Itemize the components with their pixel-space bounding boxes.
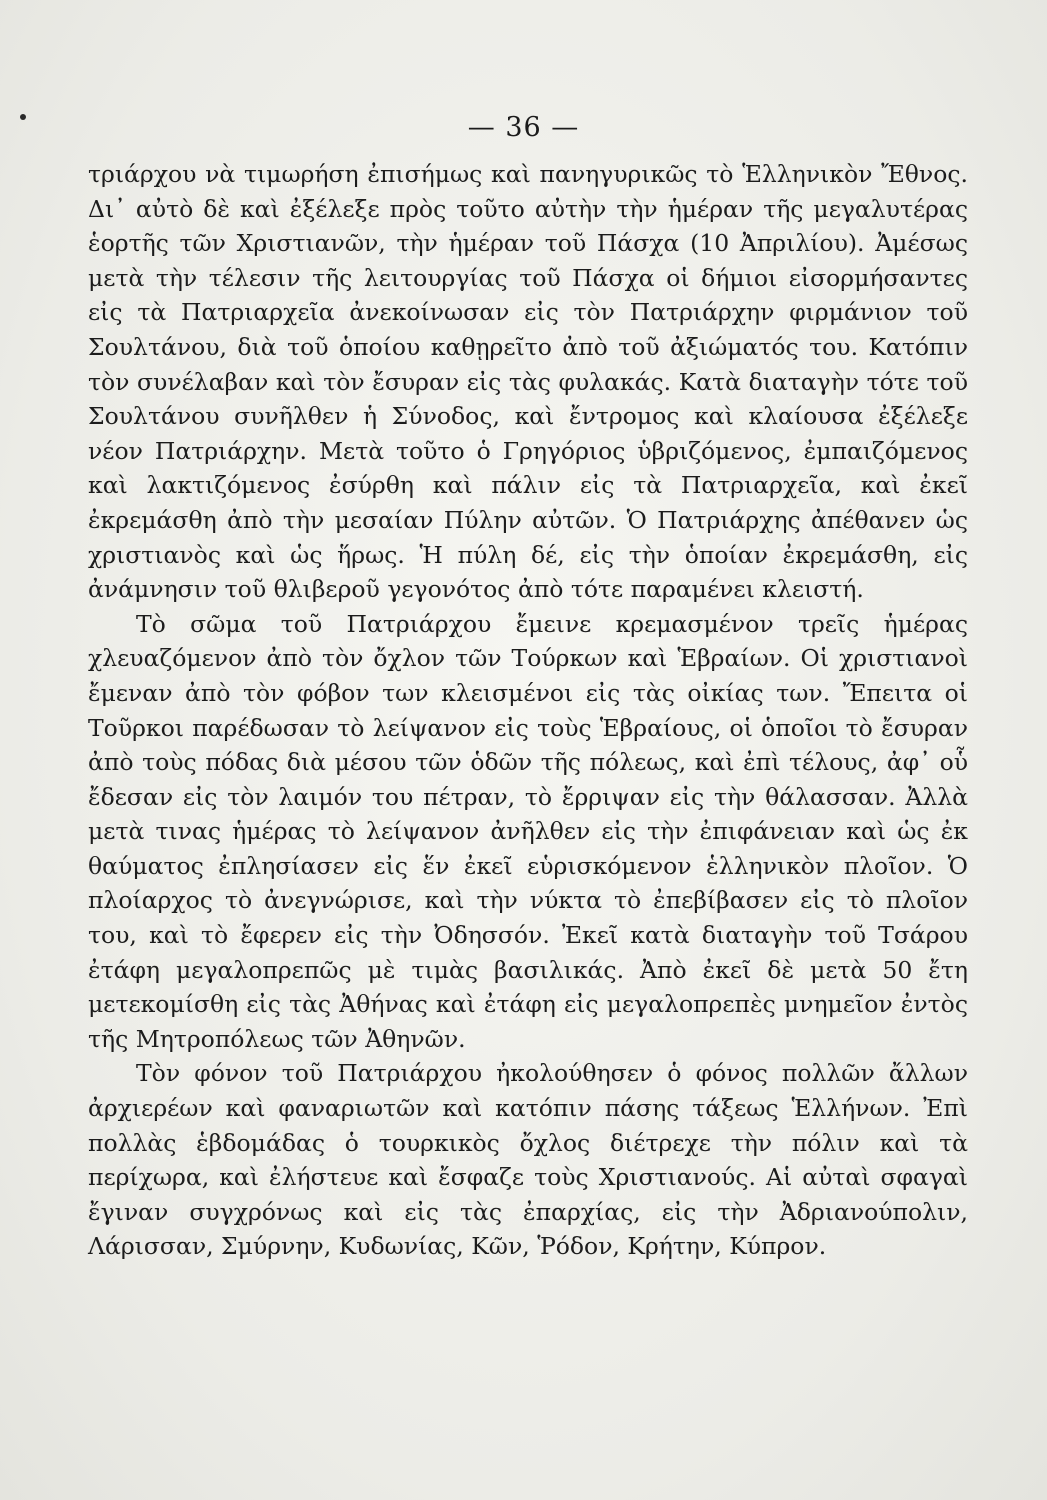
paragraph-3: Τὸν φόνον τοῦ Πατριάρχου ἠκολούθησεν ὁ φόνος πολλῶν ἄλλων ἀρχιερέων καὶ φαναριωτῶν καὶ κατόπιν πάσης τάξεως Ἑλλήνων. Ἐπὶ πολλὰς ἑβδομάδας ὁ τουρκικὸς ὄχλος διέτρεχε τὴν πόλιν καὶ τὰ περίχωρα, καὶ ἐλήστευε καὶ ἔσφαζε τοὺς Χριστιανούς. Αἱ αὐταὶ σφαγαὶ ἔγιναν συγχρόνως καὶ εἰς τὰς ἐπαρχίας, εἰς τὴν Ἀδριανούπολιν, Λάρισσαν, Σμύρνην, Κυδωνίας, Κῶν, Ῥόδον, Κρήτην, Κύπρον. [88, 1059, 968, 1261]
page-number: — 36 — [467, 112, 580, 143]
paragraph-1: τριάρχου νὰ τιμωρήση ἐπισήμως καὶ πανηγυρικῶς τὸ Ἑλληνικὸν Ἔθνος. Δι᾿ αὐτὸ δὲ καὶ ἐξέλεξε πρὸς τοῦτο αὐτὴν τὴν ἡμέραν τῆς μεγαλυτέρας ἑορτῆς τῶν Χριστιανῶν, τὴν ἡμέραν τοῦ Πάσχα (10 Ἀπριλίου). Ἀμέσως μετὰ τὴν τέλεσιν τῆς λειτουργίας τοῦ Πάσχα οἱ δήμιοι εἰσορμήσαντες εἰς τὰ Πατριαρχεῖα ἀνεκοίνωσαν εἰς τὸν Πατριάρχην φιρμάνιον τοῦ Σουλτάνου, διὰ τοῦ ὁποίου καθῃρεῖτο ἀπὸ τοῦ ἀξιώματός του. Κατόπιν τὸν συνέλαβαν καὶ τὸν ἔσυραν εἰς τὰς φυλακάς. Κατὰ διαταγὴν τότε τοῦ Σουλτάνου συνῆλθεν ἡ Σύνοδος, καὶ ἔντρομος καὶ κλαίουσα ἐξέλεξε νέον Πατριάρχην. Μετὰ τοῦτο ὁ Γρηγόριος ὑβριζόμενος, ἐμπαιζόμενος καὶ λακτιζόμενος ἐσύρθη καὶ πάλιν εἰς τὰ Πατριαρχεῖα, καὶ ἐκεῖ ἐκρεμάσθη ἀπὸ τὴν μεσαίαν Πύλην αὐτῶν. Ὁ Πατριάρχης ἀπέθανεν ὡς χριστιανὸς καὶ ὡς ἥρως. Ἡ πύλη δέ, εἰς τὴν ὁποίαν ἐκρεμάσθη, εἰς ἀνάμνησιν τοῦ θλιβεροῦ γεγονότος ἀπὸ τότε παραμένει κλειστή. [88, 160, 968, 604]
paragraph-2: Τὸ σῶμα τοῦ Πατριάρχου ἔμεινε κρεμασμένον τρεῖς ἡμέρας χλευαζόμενον ἀπὸ τὸν ὄχλον τῶν Τούρκων καὶ Ἑβραίων. Οἱ χριστιανοὶ ἔμεναν ἀπὸ τὸν φόβον των κλεισμένοι εἰς τὰς οἰκίας των. Ἔπειτα οἱ Τοῦρκοι παρέδωσαν τὸ λείψανον εἰς τοὺς Ἑβραίους, οἱ ὁποῖοι τὸ ἔσυραν ἀπὸ τοὺς πόδας διὰ μέσου τῶν ὁδῶν τῆς πόλεως, καὶ ἐπὶ τέλους, ἀφ᾿ οὗ ἔδεσαν εἰς τὸν λαιμόν του πέτραν, τὸ ἔρριψαν εἰς τὴν θάλασσαν. Ἀλλὰ μετὰ τινας ἡμέρας τὸ λείψανον ἀνῆλθεν εἰς τὴν ἐπιφάνειαν καὶ ὡς ἐκ θαύματος ἐπλησίασεν εἰς ἕν ἐκεῖ εὑρισκόμενον ἑλληνικὸν πλοῖον. Ὁ πλοίαρχος τὸ ἀνεγνώρισε, καὶ τὴν νύκτα τὸ ἐπεβίβασεν εἰς τὸ πλοῖον του, καὶ τὸ ἔφερεν εἰς τὴν Ὀδησσόν. Ἐκεῖ κατὰ διαταγὴν τοῦ Τσάρου ἐτάφη μεγαλοπρεπῶς μὲ τιμὰς βασιλικάς. Ἀπὸ ἐκεῖ δὲ μετὰ 50 ἔτη μετεκομίσθη εἰς τὰς Ἀθήνας καὶ ἐτάφη εἰς μεγαλοπρεπὲς μνημεῖον ἐντὸς τῆς Μητροπόλεως τῶν Ἀθηνῶν. [88, 609, 968, 1053]
body-text [88, 157, 968, 1264]
